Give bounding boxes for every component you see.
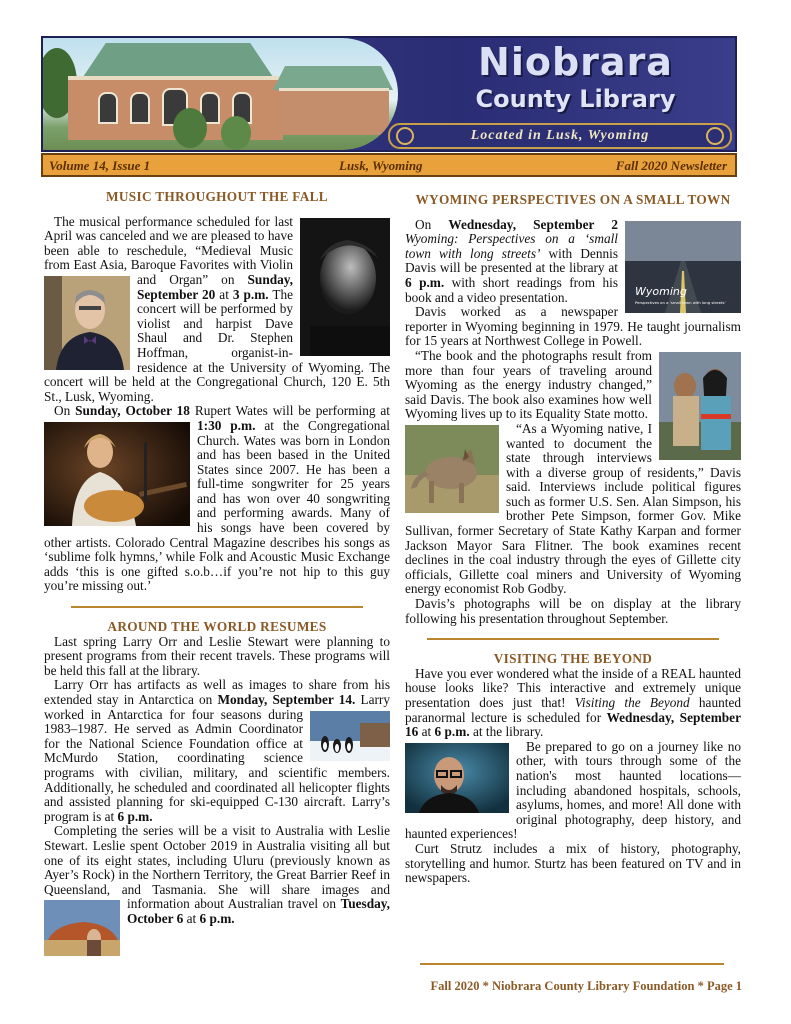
world-heading: AROUND THE WORLD RESUMES — [107, 619, 327, 635]
section-divider — [71, 606, 363, 608]
masthead-tagline: Located in Lusk, Wyoming — [470, 128, 650, 143]
beyond-heading: VISITING THE BEYOND — [493, 651, 653, 667]
music-heading: MUSIC THROUGHOUT THE FALL — [106, 189, 328, 204]
uluru-photo — [44, 900, 120, 956]
masthead-title-line1: Niobrara — [478, 40, 673, 84]
antarctica-penguins-photo — [310, 711, 390, 761]
portrait-photo-man-grey — [300, 218, 390, 356]
page-footer: Fall 2020 * Niobrara County Library Foundation * Page 1 — [430, 979, 742, 993]
issue-info-bar — [41, 153, 737, 177]
section-divider — [427, 638, 719, 640]
coyote-photo — [405, 425, 499, 513]
masthead-banner — [41, 36, 737, 152]
wyoming-book-cover: Wyoming Perspectives on a ‘small town with long streets’ — [625, 221, 741, 313]
masthead-tagline-scroll — [388, 123, 732, 149]
footer-divider — [420, 963, 724, 965]
issue-edition: Fall 2020 Newsletter — [615, 158, 727, 173]
wyoming-heading: WYOMING PERSPECTIVES ON A SMALL TOWN — [415, 192, 731, 207]
issue-number: Volume 14, Issue 1 — [49, 158, 151, 173]
right-column: WYOMING PERSPECTIVES ON A SMALL TOWN Wyoming Perspectives on a ‘small town with long streets’ On Wednesday, September 2 Wyoming: Perspectives on a ‘small town with long streets’ with Dennis Davis will be presented at the library at 6 p.m. with short readings from his book and a video presentation. Davis worked as a newspaper reporter in Wyoming beginning in 1979. He taught journalism for 15 years at Northwest College in Powell. “The book and the photographs result from more than four years of traveling around Wyoming as the energy industry changed,” said Davis. The book also examines how well Wyoming lives up to its Equality State motto. “As a Wyoming native, I wanted to document the state through interviews with a diverse group of residents,” Davis said. Interviews include political figures such as former U.S. Sen. Alan Simpson, his brother Pete Simpson, former Gov. Mike Sullivan, former Secretary of State Kathy Karpan and former Jackson Mayor Sara Flitner. The book examines recent declines in the coal industry through the eyes of Gillette city officials, Gillette coal miners and University of Wyoming energy economist Rob Godby. Davis’s photographs will be on display at the library following his presentation throughout September. VISITING THE BEYOND Have you ever wondered what the inside of a REAL haunted house looks like? This interactive and extremely unique presentation does just that! Visiting the Beyond haunted paranormal lecture is scheduled for Wednesday, September 16 at 6 p.m. at the library. Be prepared to go on a journey like no other, with tours through some of the nation's most haunted locations—including abandoned hospitals, schools, asylums, homes, and more! All done with original photography, deep history, and haunted experiences! Curt Strutz includes a mix of history, photography, storytelling and humor. Sturtz has been featured on TV and in newspapers. — [405, 192, 742, 886]
native-american-mother-child-photo — [659, 352, 741, 460]
library-building-photo — [43, 38, 398, 150]
portrait-photo-man-bowtie — [44, 276, 130, 370]
left-column: MUSIC THROUGHOUT THE FALL The musical performance scheduled for last April was canceled and we are pleased to have been able to reschedule, “Medieval Music from East Asia, Baroque Favorites with Violin and Organ” on Sunday, September 20 at 3 p.m. The concert will be performed by violist and harpist Dave Shaul and Dr. Stephen Hoffman, organist-in-residence at the University of Wyoming. The concert will be held at the Congregational Church, 120 E. 5th St., Lusk, Wyoming. On Sunday, October 18 Rupert Wates will be performing at 1:30 p.m. at the Congregational Church. Wates was born in London and has been based in the United States since 2007. He has been a full-time songwriter for 25 years and has won over 40 songwriting and performing awards. Many of his songs have been covered by other artists. Colorado Central Magazine describes his songs as ‘sublime folk hymns,’ while Folk and Acoustic Music Exchange adds ‘this is one gifted s.o.b…if you’re not hip to this guy you’re missing out.’ AROUND THE WORLD RESUMES Last spring Larry Orr and Leslie Stewart were planning to present programs from their recent travels. These programs will be held this fall at the library. Larry Orr has artifacts as well as images to share from his extended stay in Antarctica on Monday, September 14. Larry worked in Antarctica for four seasons during 1983–1987. He served as Admin Coordinator for the National Science Foundation office at McMurdo Station, coordinating science programs with civilian, military, and scientific members. Additionally, he scheduled and coordinated all helicopter flights and assisted planning for ski-equipped C-130 aircraft. Larry’s program is at 6 p.m. Completing the series will be a visit to Australia with Leslie Stewart. Leslie spent October 2019 in Australia visiting all but one of its eight states, including Uluru (previously known as Ayer’s Rock) in the Northern Territory, the Great Barrier Reef in Queensland, and Tasmania. She will share images and information about Australian travel on Tuesday, October 6 at 6 p.m. — [44, 190, 390, 958]
masthead-title-line2: County Library — [475, 85, 676, 113]
guitarist-photo — [44, 422, 190, 526]
issue-location: Lusk, Wyoming — [339, 158, 423, 173]
presenter-photo-glasses — [405, 743, 509, 813]
